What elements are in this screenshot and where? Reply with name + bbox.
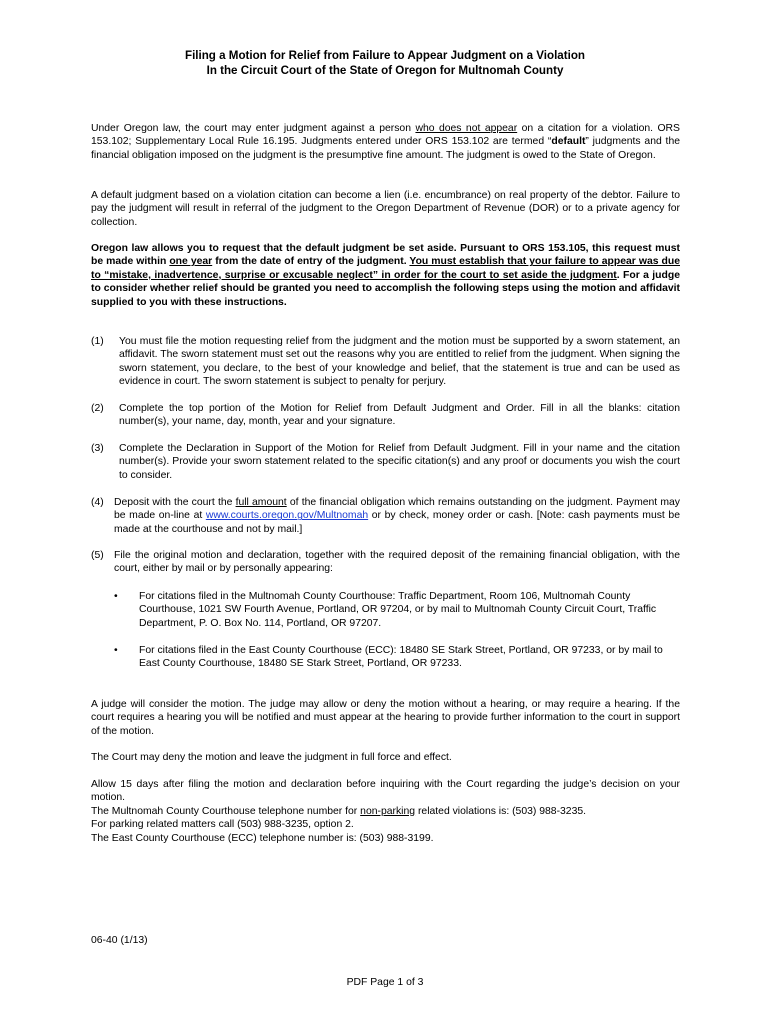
closing-paragraph-2: The Court may deny the motion and leave the judgment in full force and effect.: [91, 752, 452, 763]
intro-paragraph-1: Under Oregon law, the court may enter judgment against a person who does not appear on a citation for a violation. ORS 153.102; Supplementary Local Rule 16.195. Judgments entered under ORS 153.102 are termed “default” judgments and the financial obligation imposed on the judgment is the presumptive fine amount. The judgment is owed to the State of Oregon.: [91, 123, 681, 161]
bullet-multnomah-courthouse: • For citations filed in the Multnomah County Courthouse: Traffic Department, Room 106, Multnomah County Courthouse, 1021 SW Fourth Avenue, Portland, OR 97204, or by mail to Multnomah County Circuit Court, Traffic Department, P. O. Box No. 114, Portland, OR 97207.: [114, 591, 657, 629]
step-2: (2) Complete the top portion of the Motion for Relief from Default Judgment and Order. Fill in all the blanks: citation number(s), your name, day, month, year and your signature.: [91, 403, 680, 428]
step-3: (3) Complete the Declaration in Support of the Motion for Relief from Default Judgment. Fill in your name and the citation number(s). Provide your sworn statement related to the specific citation(s) and any proof or documents you wish the court to consider.: [91, 443, 680, 481]
intro-paragraph-2: A default judgment based on a violation citation can become a lien (i.e. encumbrance) on real property of the debtor. Failure to pay the judgment will result in referral of the judgment to the Oregon Department of Revenue (DOR) or to a private agency for collection.: [91, 190, 680, 228]
step-4: (4) Deposit with the court the full amount of the financial obligation which remains outstanding on the judgment. Payment may be made on-line at www.courts.oregon.gov/Multnomah or by check, money order or cash. [Note: cash payments must be made at the courthouse and not by mail.]: [91, 497, 680, 535]
page-number: PDF Page 1 of 3: [346, 977, 424, 988]
step-1: (1) You must file the motion requesting relief from the judgment and the motion must be supported by a sworn statement, an affidavit. The sworn statement must set out the reasons why you are entitled to relief from the judgment. When signing the sworn statement, you declare, to the best of your knowledge and belief, that the statement is true and can be used as evidence in court. The sworn statement is subject to penalty for perjury.: [91, 336, 680, 388]
bullet-icon: •: [114, 591, 118, 602]
bullet-east-county-courthouse: • For citations filed in the East County Courthouse (ECC): 18480 SE Stark Street, Portland, OR 97233, or by mail to East County Courthouse, 18480 SE Stark Street, Portland, OR 97233.: [114, 645, 663, 670]
closing-paragraph-3: Allow 15 days after filing the motion and declaration before inquiring with the Court regarding the judge’s decision on your motion. The Multnomah County Courthouse telephone number for non-parking related violations is: (503) 988-3235. For parking related matters call (503) 988-3235, option 2. The East County Courthouse (ECC) telephone number is: (503) 988-3199.: [91, 779, 680, 844]
step-5: (5) File the original motion and declaration, together with the required deposit of the remaining financial obligation, with the court, either by mail or by personally appearing:: [91, 550, 680, 575]
bullet-icon: •: [114, 645, 118, 656]
form-identifier: 06-40 (1/13): [91, 935, 148, 946]
courts-website-link[interactable]: www.courts.oregon.gov/Multnomah: [205, 510, 369, 522]
closing-paragraph-1: A judge will consider the motion. The judge may allow or deny the motion without a hearing, or may require a hearing. If the court requires a hearing you will be notified and must appear at the hearing to provide further information to the court in support of the motion.: [91, 699, 680, 737]
intro-paragraph-3: Oregon law allows you to request that the default judgment be set aside. Pursuant to ORS 153.105, this request must be made within one year from the date of entry of the judgment. You must establish that your failure to appear was due to “mistake, inadvertence, surprise or excusable neglect” in order for the court to set aside the judgment. For a judge to consider whether relief should be granted you need to accomplish the following steps using the motion and affidavit supplied to you with these instructions.: [91, 243, 680, 308]
page-title: Filing a Motion for Relief from Failure to Appear Judgment on a Violation In the Circuit Court of the State of Oregon for Multnomah County: [184, 49, 585, 77]
